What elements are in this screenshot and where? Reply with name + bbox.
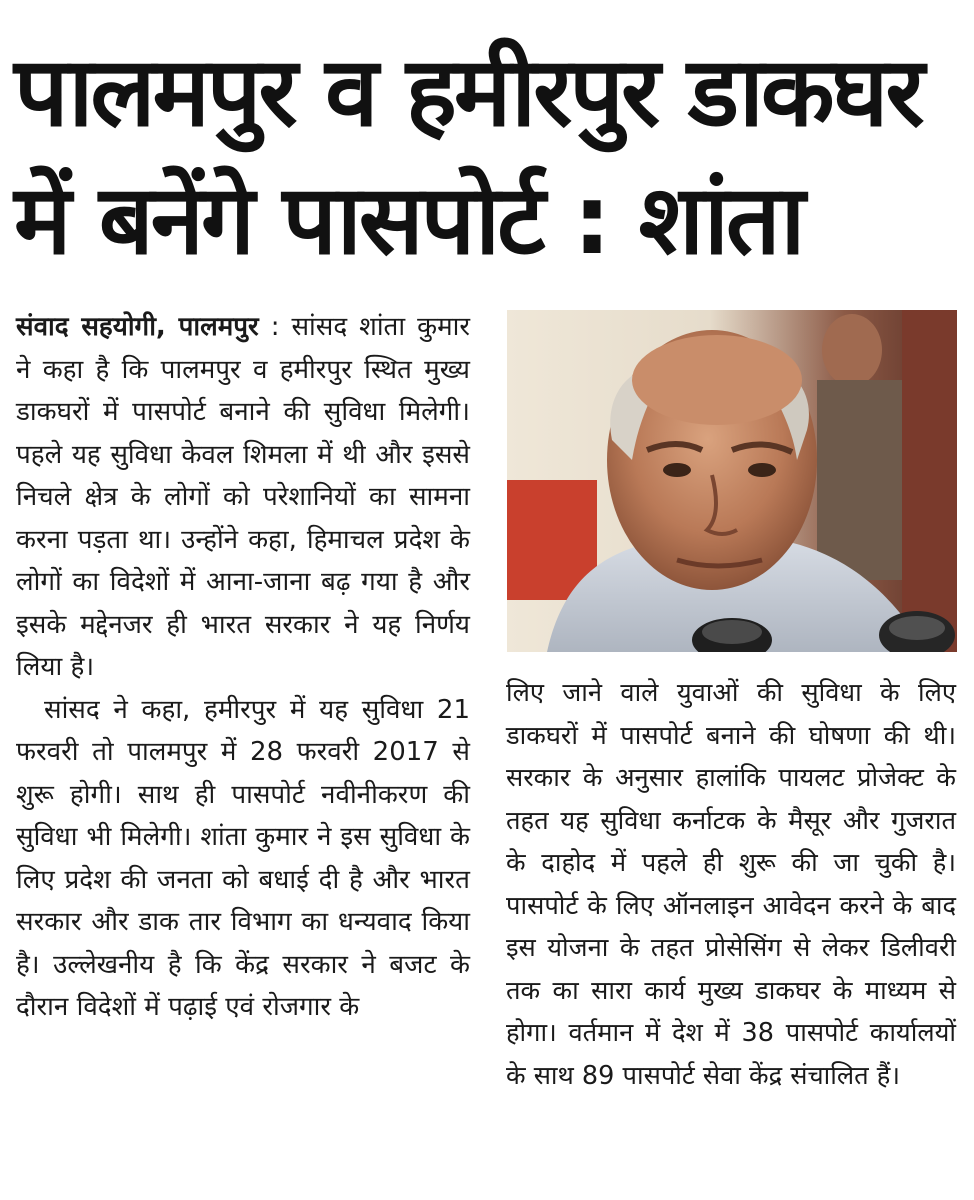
paragraph-2-continued: लिए जाने वाले युवाओं की सुविधा के लिए डाकघरों में पासपोर्ट बनाने की घोषणा की थी। सरकार के अनुसार हालांकि पायलट प्रोजेक्ट के तहत यह सुविधा कर्नाटक के मैसूर और गुजरात के दाहोद में पहले ही शुरू की जा चुकी है। पासपोर्ट के लिए ऑनलाइन आवेदन करने के बाद इस योजना के तहत प्रोसेसिंग से लेकर डिलीवरी तक का सारा कार्य मुख्य डाकघर के माध्यम से होगा। वर्तमान में देश में 38 पासपोर्ट कार्यालयों के साथ 89 पासपोर्ट सेवा केंद्र संचालित हैं।	[506, 678, 956, 1091]
headline-line-1: पालमपुर व हमीरपुर डाकघर	[14, 36, 922, 148]
news-photo	[507, 310, 957, 652]
portrait-photo-icon	[507, 310, 957, 652]
byline-separator: :	[258, 312, 292, 342]
headline	[14, 28, 964, 284]
article-column-right	[506, 672, 956, 1097]
headline-line-2: में बनेंगे पासपोर्ट : शांता	[14, 164, 803, 276]
article-column-left	[16, 306, 470, 1029]
byline: संवाद सहयोगी, पालमपुर	[16, 312, 259, 342]
paragraph-1	[16, 306, 470, 689]
paragraph-2: सांसद ने कहा, हमीरपुर में यह सुविधा 21 फरवरी तो पालमपुर में 28 फरवरी 2017 से शुरू होगी। साथ ही पासपोर्ट नवीनीकरण की सुविधा भी मिलेगी। शांता कुमार ने इस सुविधा के लिए प्रदेश की जनता को बधाई दी है और भारत सरकार और डाक तार विभाग का धन्यवाद किया है। उल्लेखनीय है कि केंद्र सरकार ने बजट के दौरान विदेशों में पढ़ाई एवं रोजगार के	[16, 694, 470, 1022]
paragraph-1-body: सांसद शांता कुमार ने कहा है कि पालमपुर व हमीरपुर स्थित मुख्य डाकघरों में पासपोर्ट बनाने की सुविधा मिलेगी। पहले यह सुविधा केवल शिमला में थी और इससे निचले क्षेत्र के लोगों को परेशानियों का सामना करना पड़ता था। उन्होंने कहा, हिमाचल प्रदेश के लोगों का विदेशों में आना-जाना बढ़ गया है और इसके मद्देनजर ही भारत सरकार ने यह निर्णय लिया है।	[16, 312, 471, 682]
